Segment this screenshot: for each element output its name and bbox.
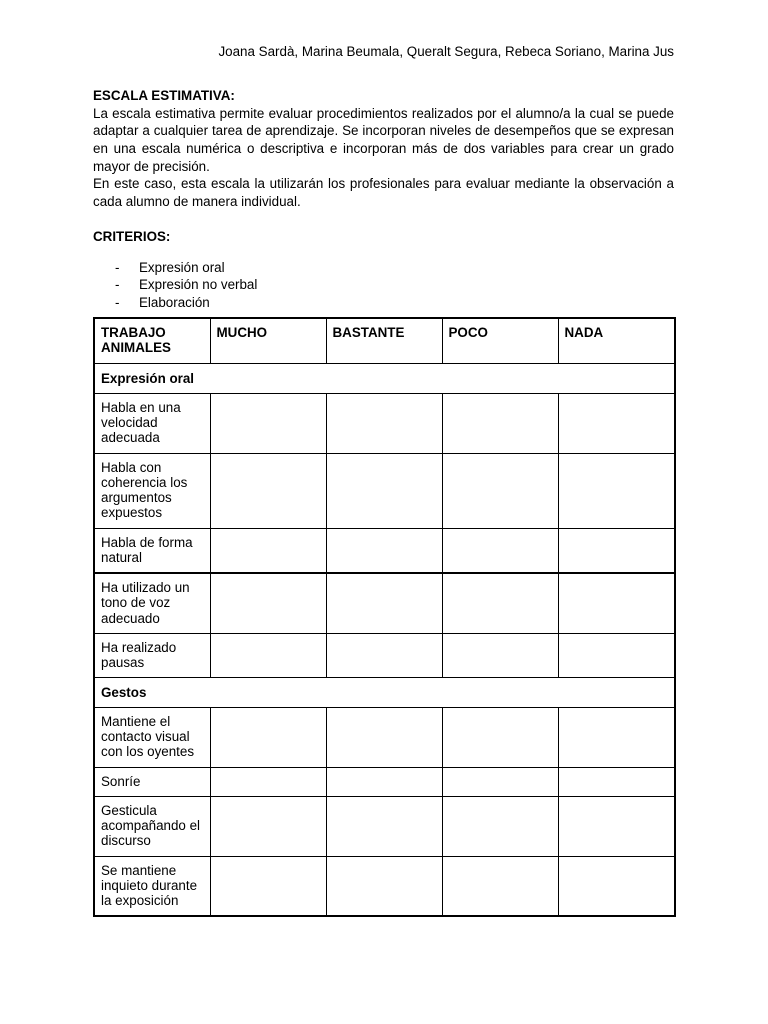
score-cell-poco[interactable] <box>442 856 558 916</box>
score-cell-nada[interactable] <box>558 528 675 573</box>
table-row <box>94 796 675 856</box>
escala-title: ESCALA ESTIMATIVA: <box>93 88 235 103</box>
table-row <box>94 573 675 633</box>
criterion-label: Se mantiene inquieto durante la exposición <box>94 856 210 916</box>
score-cell-bastante[interactable] <box>326 796 442 856</box>
score-cell-poco[interactable] <box>442 767 558 796</box>
criterios-title: CRITERIOS: <box>93 228 171 244</box>
table-row <box>94 393 675 453</box>
criterio-label: Expresión oral <box>139 259 225 275</box>
score-cell-poco[interactable] <box>442 573 558 633</box>
intro-paragraph-1: La escala estimativa permite evaluar procedimientos realizados por el alumno/a la cual se puede adaptar a cualquier tarea de aprendizaje. Se incorporan niveles de desempeños que se expresan en una escala numérica o descriptiva e incorporan más de dos variables para crear un grado mayor de precisión. <box>93 105 674 174</box>
score-cell-mucho[interactable] <box>210 856 326 916</box>
score-cell-mucho[interactable] <box>210 767 326 796</box>
score-cell-mucho[interactable] <box>210 633 326 677</box>
criterion-label: Sonríe <box>94 767 210 796</box>
table-row <box>94 707 675 767</box>
criterion-label: Ha utilizado un tono de voz adecuado <box>94 573 210 633</box>
table-row <box>94 633 675 677</box>
dash-bullet: - <box>115 295 120 311</box>
score-cell-mucho[interactable] <box>210 796 326 856</box>
score-cell-nada[interactable] <box>558 856 675 916</box>
score-cell-mucho[interactable] <box>210 453 326 528</box>
score-cell-bastante[interactable] <box>326 633 442 677</box>
header-nada: NADA <box>558 318 675 363</box>
dash-bullet: - <box>115 277 120 293</box>
score-cell-nada[interactable] <box>558 393 675 453</box>
criterio-item <box>93 294 674 312</box>
score-cell-bastante[interactable] <box>326 528 442 573</box>
score-cell-bastante[interactable] <box>326 453 442 528</box>
score-cell-mucho[interactable] <box>210 528 326 573</box>
evaluation-scale-table <box>93 317 676 917</box>
criterion-label: Habla con coherencia los argumentos expuestos <box>94 453 210 528</box>
criterion-label: Habla de forma natural <box>94 528 210 573</box>
section-title-gestos: Gestos <box>94 677 675 707</box>
score-cell-mucho[interactable] <box>210 707 326 767</box>
header-mucho: MUCHO <box>210 318 326 363</box>
section-row <box>94 677 675 707</box>
intro-paragraph-2: En este caso, esta escala la utilizarán los profesionales para evaluar mediante la observación a cada alumno de manera individual. <box>93 176 674 210</box>
header-criterion: TRABAJO ANIMALES <box>94 318 210 363</box>
dash-bullet: - <box>115 259 120 275</box>
table-row <box>94 528 675 573</box>
score-cell-nada[interactable] <box>558 707 675 767</box>
document-body <box>93 87 674 312</box>
criterion-label: Gesticula acompañando el discurso <box>94 796 210 856</box>
section-title-expresion-oral: Expresión oral <box>94 363 675 393</box>
table-row <box>94 856 675 916</box>
score-cell-poco[interactable] <box>442 393 558 453</box>
page-header-authors: Joana Sardà, Marina Beumala, Queralt Segura, Rebeca Soriano, Marina Jus <box>218 44 674 59</box>
score-cell-poco[interactable] <box>442 453 558 528</box>
score-cell-bastante[interactable] <box>326 767 442 796</box>
score-cell-nada[interactable] <box>558 796 675 856</box>
criterio-label: Elaboración <box>139 295 210 311</box>
score-cell-poco[interactable] <box>442 796 558 856</box>
table-header-row <box>94 318 675 363</box>
score-cell-bastante[interactable] <box>326 856 442 916</box>
criterio-item <box>93 259 674 277</box>
score-cell-poco[interactable] <box>442 707 558 767</box>
score-cell-bastante[interactable] <box>326 393 442 453</box>
table-row <box>94 767 675 796</box>
score-cell-mucho[interactable] <box>210 573 326 633</box>
header-poco: POCO <box>442 318 558 363</box>
header-bastante: BASTANTE <box>326 318 442 363</box>
score-cell-bastante[interactable] <box>326 707 442 767</box>
criterion-label: Habla en una velocidad adecuada <box>94 393 210 453</box>
criterio-item <box>93 276 674 294</box>
score-cell-nada[interactable] <box>558 573 675 633</box>
criterio-label: Expresión no verbal <box>139 277 258 293</box>
score-cell-bastante[interactable] <box>326 573 442 633</box>
score-cell-nada[interactable] <box>558 767 675 796</box>
table-row <box>94 453 675 528</box>
section-row <box>94 363 675 393</box>
score-cell-nada[interactable] <box>558 633 675 677</box>
score-cell-nada[interactable] <box>558 453 675 528</box>
criterios-list <box>93 259 674 312</box>
score-cell-poco[interactable] <box>442 633 558 677</box>
criterion-label: Ha realizado pausas <box>94 633 210 677</box>
criterion-label: Mantiene el contacto visual con los oyentes <box>94 707 210 767</box>
score-cell-poco[interactable] <box>442 528 558 573</box>
score-cell-mucho[interactable] <box>210 393 326 453</box>
